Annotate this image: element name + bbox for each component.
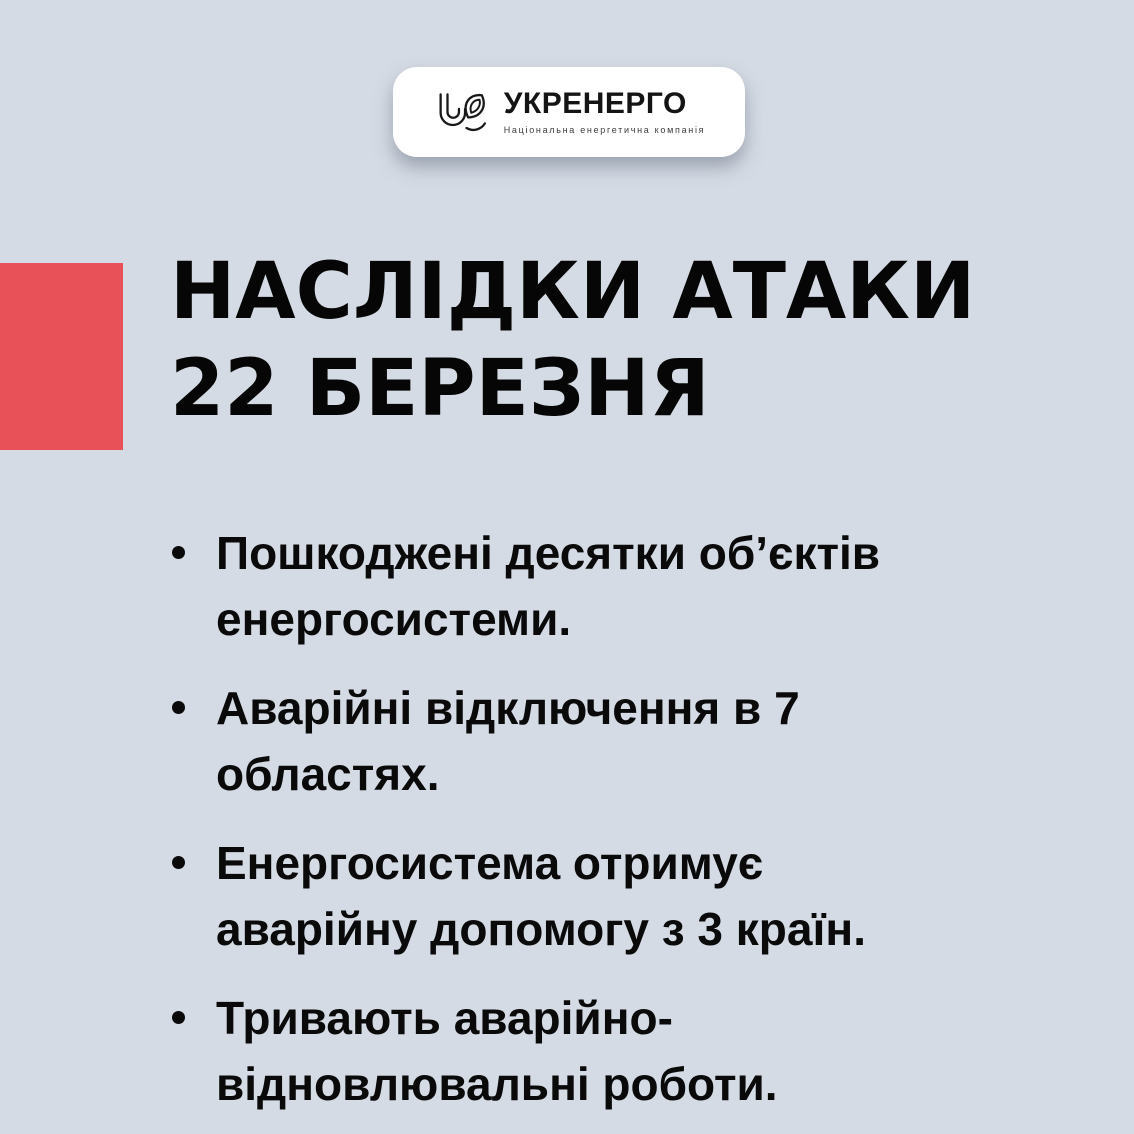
list-item-text: Аварійні відключення в 7 областях. [216, 682, 800, 800]
bullet-dot-icon [172, 701, 185, 714]
list-item-text: Пошкоджені десятки об’єктів енергосистеми. [216, 527, 881, 645]
list-item [172, 675, 972, 807]
bullet-dot-icon [172, 856, 185, 869]
brand-tagline: Національна енергетична компанія [503, 125, 706, 135]
list-item [172, 520, 972, 652]
list-item [172, 985, 972, 1117]
title-line-2: 22 БЕРЕЗНЯ [170, 344, 710, 434]
brand-text-block [504, 89, 706, 135]
bullet-dot-icon [172, 546, 185, 559]
page-title [170, 244, 975, 438]
bullet-list [172, 520, 972, 1134]
list-item [172, 830, 972, 962]
ukrenergo-logo-icon [433, 88, 491, 136]
list-item-text: Тривають аварійно-відновлювальні роботи. [216, 992, 778, 1110]
red-accent-block [0, 263, 123, 450]
brand-name: УКРЕНЕРГО [503, 87, 687, 120]
list-item-text: Енергосистема отримує аварійну допомогу з 3 країн. [216, 837, 866, 955]
title-line-1: НАСЛІДКИ АТАКИ [170, 247, 976, 337]
ukrenergo-logo-badge [393, 67, 745, 157]
bullet-dot-icon [172, 1011, 185, 1024]
